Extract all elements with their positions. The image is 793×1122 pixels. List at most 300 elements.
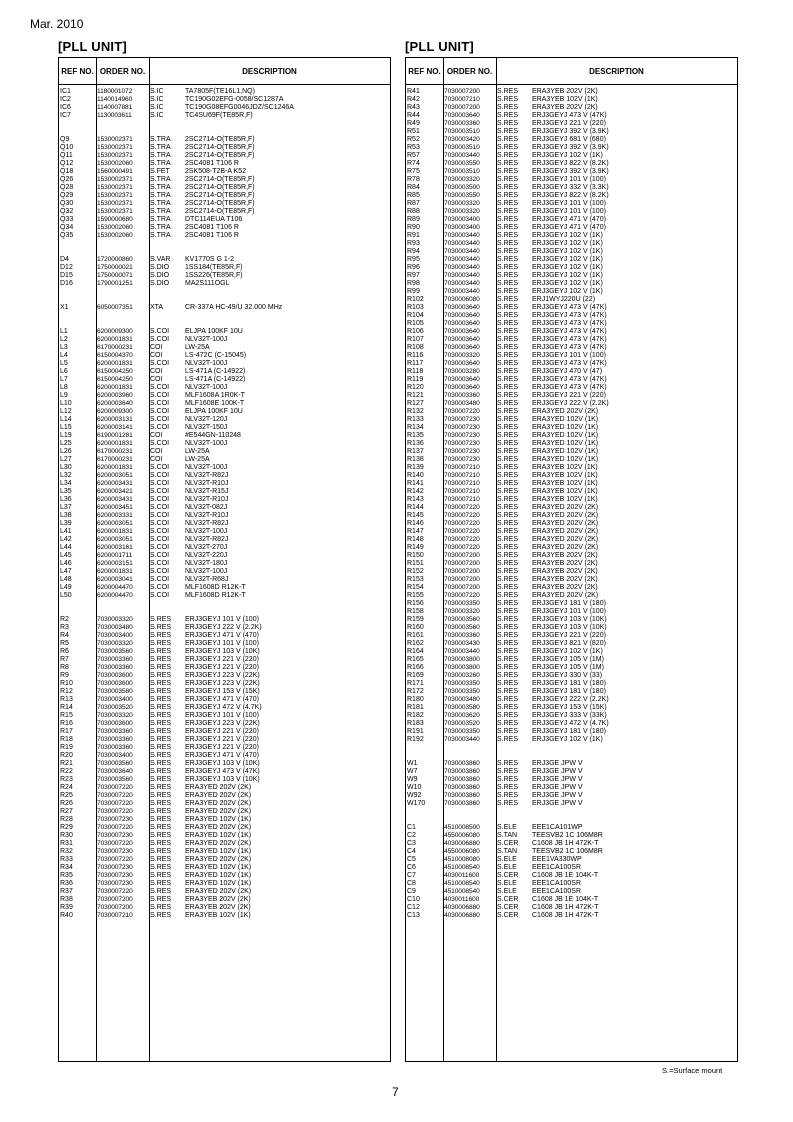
order-no-cell: 7030003430 — [444, 640, 480, 647]
ref-no-cell: R18 — [60, 736, 73, 743]
description-cell: ERJ3GEYJ 473 V (47K) — [532, 376, 607, 383]
order-no-cell: 4030011600 — [444, 872, 480, 879]
order-no-cell: 7030007220 — [97, 808, 133, 815]
description-cell: ERA3YED 202V (2K) — [185, 792, 252, 799]
description-cell: ERJ3GEYJ 101 V (100) — [185, 640, 259, 647]
table-row — [406, 504, 737, 512]
part-type-cell: S.RES — [150, 840, 172, 847]
part-type-cell: S.RES — [497, 760, 519, 767]
ref-no-cell: W92 — [407, 792, 422, 799]
ref-no-cell: R133 — [407, 416, 424, 423]
description-cell: ERA3YED 202V (2K) — [185, 840, 252, 847]
part-type-cell: S.RES — [497, 696, 519, 703]
part-type-cell: S.RES — [497, 104, 519, 111]
ref-no-cell: L12 — [60, 408, 72, 415]
ref-no-cell: R183 — [407, 720, 424, 727]
description-cell: ERA3YED 102V (1K) — [185, 880, 252, 887]
ref-no-cell: R144 — [407, 504, 424, 511]
part-type-cell: S.COI — [150, 360, 170, 367]
order-no-cell: 7030003600 — [97, 680, 133, 687]
table-row — [59, 472, 390, 480]
ref-no-cell: R140 — [407, 472, 424, 479]
order-no-cell: 7030003260 — [444, 672, 480, 679]
order-no-cell: 4510008540 — [444, 888, 480, 895]
description-cell: ERJ3GEYJ 473 V (47K) — [185, 768, 260, 775]
table-row — [406, 224, 737, 232]
table-row — [59, 888, 390, 896]
ref-no-cell: L15 — [60, 424, 72, 431]
ref-no-cell: R25 — [60, 792, 73, 799]
part-type-cell: S.RES — [150, 696, 172, 703]
table-row — [406, 384, 737, 392]
order-no-cell: 7030007230 — [444, 424, 480, 431]
part-type-cell: S.RES — [497, 392, 519, 399]
order-no-cell: 7030003640 — [444, 376, 480, 383]
description-cell: ERJ3GEYJ 392 V (3.9K) — [532, 144, 609, 151]
part-type-cell: S.TRA — [150, 176, 171, 183]
table-row — [406, 368, 737, 376]
ref-no-cell: Q18 — [60, 168, 74, 175]
table-row — [59, 864, 390, 872]
part-type-cell: S.RES — [150, 720, 172, 727]
part-type-cell: S.RES — [497, 488, 519, 495]
ref-no-cell: L26 — [60, 448, 72, 455]
order-no-cell: 7030003560 — [444, 616, 480, 623]
ref-no-cell: R164 — [407, 648, 424, 655]
part-type-cell: S.TRA — [150, 200, 171, 207]
order-no-cell: 7030003320 — [444, 176, 480, 183]
ref-no-cell: L30 — [60, 464, 72, 471]
table-row — [406, 576, 737, 584]
part-type-cell: S.RES — [497, 88, 519, 95]
ref-no-cell: R32 — [60, 848, 73, 855]
ref-no-cell: R95 — [407, 256, 420, 263]
order-no-cell: 1530002060 — [97, 232, 133, 239]
description-cell: EEE1CA100SR — [532, 880, 582, 887]
ref-no-cell: R17 — [60, 728, 73, 735]
order-no-cell: 6200003141 — [97, 424, 133, 431]
ref-no-cell: L4 — [60, 352, 68, 359]
part-type-cell: S.RES — [497, 448, 519, 455]
description-cell: C1608 JB 1H 472K-T — [532, 912, 599, 919]
table-row — [406, 728, 737, 736]
ref-no-cell: R75 — [407, 168, 420, 175]
table-row — [59, 496, 390, 504]
description-cell: LS-471A (C-14922) — [185, 376, 246, 383]
part-type-cell: COI — [150, 376, 163, 383]
order-no-cell: 7030007220 — [97, 800, 133, 807]
description-cell: ERA3YED 202V (2K) — [185, 824, 252, 831]
ref-no-cell: R165 — [407, 656, 424, 663]
description-cell: 1SS226(TE85R,F) — [185, 272, 243, 279]
description-cell: NLV32T-R82J — [185, 472, 229, 479]
ref-no-cell: C9 — [407, 888, 416, 895]
part-type-cell: S.RES — [497, 544, 519, 551]
ref-no-cell: R141 — [407, 480, 424, 487]
order-no-cell: 7030003360 — [97, 736, 133, 743]
ref-no-cell: R78 — [407, 176, 420, 183]
order-no-cell: 6200009300 — [97, 328, 133, 335]
description-cell: ELJPA 100KF 10U — [185, 408, 243, 415]
description-cell: ERA3YEB 102V (1K) — [532, 472, 598, 479]
order-no-cell: 7030003640 — [444, 384, 480, 391]
description-cell: ERJ3GEYJ 102 V (1K) — [532, 248, 603, 255]
ref-no-cell: L44 — [60, 544, 72, 551]
table-row — [59, 560, 390, 568]
part-type-cell: S.RES — [150, 784, 172, 791]
ref-no-cell: R121 — [407, 392, 424, 399]
description-cell: ERJ3GEYJ 221 V (220) — [185, 656, 259, 663]
order-no-cell: 7030003440 — [444, 248, 480, 255]
description-cell: ERJ3GEYJ 473 V (47K) — [532, 112, 607, 119]
table-row — [406, 704, 737, 712]
part-type-cell: S.RES — [150, 752, 172, 759]
part-type-cell: S.RES — [497, 360, 519, 367]
table-row — [406, 184, 737, 192]
header-order-no: ORDER NO. — [446, 66, 493, 76]
part-type-cell: S.RES — [150, 896, 172, 903]
description-cell: ERA3YEB 202V (2K) — [532, 576, 598, 583]
description-cell: NLV32T-120J — [185, 416, 228, 423]
order-no-cell: 1530002060 — [97, 224, 133, 231]
table-row — [59, 848, 390, 856]
table-row — [59, 416, 390, 424]
description-cell: 2SC4081 T106 R — [185, 232, 239, 239]
table-row — [406, 200, 737, 208]
table-row — [406, 352, 737, 360]
ref-no-cell: L46 — [60, 560, 72, 567]
order-no-cell: 7030007220 — [444, 520, 480, 527]
ref-no-cell: L35 — [60, 488, 72, 495]
description-cell: ERJ3GEYJ 473 V (47K) — [532, 344, 607, 351]
part-type-cell: S.RES — [150, 776, 172, 783]
ref-no-cell: R159 — [407, 616, 424, 623]
table-row — [406, 144, 737, 152]
table-row — [59, 712, 390, 720]
order-no-cell: 7030007200 — [444, 552, 480, 559]
ref-no-cell: R27 — [60, 808, 73, 815]
ref-no-cell: R41 — [407, 88, 420, 95]
ref-no-cell: R181 — [407, 704, 424, 711]
table-row — [59, 440, 390, 448]
table-row — [406, 104, 737, 112]
ref-no-cell: R107 — [407, 336, 424, 343]
table-row — [59, 672, 390, 680]
part-type-cell: S.COI — [150, 480, 170, 487]
description-cell: ERJ3GEYJ 473 V (47K) — [532, 304, 607, 311]
ref-no-cell: R30 — [60, 832, 73, 839]
description-cell: 2SC2714-O(TE85R,F) — [185, 200, 255, 207]
part-type-cell: S.RES — [497, 120, 519, 127]
description-cell: ERA3YED 202V (2K) — [532, 544, 599, 551]
part-type-cell: S.RES — [497, 208, 519, 215]
part-type-cell: S.RES — [497, 216, 519, 223]
ref-no-cell: R116 — [407, 352, 424, 359]
part-type-cell: S.RES — [497, 432, 519, 439]
table-row — [406, 288, 737, 296]
description-cell: ERJ3GEYJ 470 V (47) — [532, 368, 603, 375]
description-cell: ERJ3GEYJ 221 V (220) — [185, 736, 259, 743]
ref-no-cell: X1 — [60, 304, 69, 311]
table-row — [59, 152, 390, 160]
table-row — [59, 160, 390, 168]
ref-no-cell: L14 — [60, 416, 72, 423]
part-type-cell: S.COI — [150, 488, 170, 495]
order-no-cell: 7030003360 — [444, 392, 480, 399]
table-row — [59, 736, 390, 744]
part-type-cell: S.RES — [497, 784, 519, 791]
table-row — [406, 440, 737, 448]
description-cell: NLV32T-100J — [185, 568, 228, 575]
table-row — [59, 456, 390, 464]
part-type-cell: S.RES — [497, 536, 519, 543]
description-cell: ERA3YED 202V (2K) — [532, 592, 599, 599]
ref-no-cell: R5 — [60, 640, 69, 647]
table-row — [59, 896, 390, 904]
description-cell: ERA3YED 102V (1K) — [532, 440, 599, 447]
table-row — [406, 624, 737, 632]
part-type-cell: S.RES — [497, 264, 519, 271]
part-type-cell: S.RES — [497, 480, 519, 487]
order-no-cell: 7030003420 — [444, 136, 480, 143]
description-cell: ERJ3GEYJ 102 V (1K) — [532, 240, 603, 247]
description-cell: NLV32T-220J — [185, 552, 228, 559]
order-no-cell: 4510008080 — [444, 856, 480, 863]
description-cell: 2SC2714-O(TE85R,F) — [185, 208, 255, 215]
table-row — [406, 640, 737, 648]
order-no-cell: 7030003320 — [444, 200, 480, 207]
table-row — [406, 136, 737, 144]
ref-no-cell: R108 — [407, 344, 424, 351]
description-cell: ERA3YEB 202V (2K) — [532, 552, 598, 559]
table-row — [59, 136, 390, 144]
ref-no-cell: D15 — [60, 272, 73, 279]
description-cell: ERJ3GEYJ 222 V (2.2K) — [185, 624, 262, 631]
part-type-cell: S.COI — [150, 512, 170, 519]
description-cell: NLV32T-R82J — [185, 536, 229, 543]
order-no-cell: 6200001831 — [97, 384, 133, 391]
table-row — [406, 240, 737, 248]
ref-no-cell: R19 — [60, 744, 73, 751]
table-row — [59, 88, 390, 96]
order-no-cell: 6200003331 — [97, 512, 133, 519]
order-no-cell: 6190001281 — [97, 432, 133, 439]
table-row — [406, 568, 737, 576]
table-row — [406, 448, 737, 456]
ref-no-cell: Q34 — [60, 224, 74, 231]
table-row — [59, 552, 390, 560]
table-row — [406, 520, 737, 528]
ref-no-cell: R166 — [407, 664, 424, 671]
part-type-cell: S.RES — [150, 616, 172, 623]
order-no-cell: 7030007230 — [97, 832, 133, 839]
description-cell: MA2S111OGL — [185, 280, 230, 287]
description-cell: ERJ3GEYJ 471 V (470) — [185, 696, 259, 703]
ref-no-cell: W170 — [407, 800, 426, 807]
table-row — [406, 648, 737, 656]
table-row — [59, 520, 390, 528]
ref-no-cell: R35 — [60, 872, 73, 879]
description-cell: ERA3YED 102V (1K) — [185, 872, 252, 879]
ref-no-cell: R40 — [60, 912, 73, 919]
part-type-cell: S.TRA — [150, 144, 171, 151]
ref-no-cell: R97 — [407, 272, 420, 279]
description-cell: ERJ3GEYJ 101 V (100) — [185, 616, 259, 623]
ref-no-cell: R105 — [407, 320, 424, 327]
ref-no-cell: L8 — [60, 384, 68, 391]
order-no-cell: 7030003560 — [444, 624, 480, 631]
part-type-cell: S.COI — [150, 592, 170, 599]
ref-no-cell: R191 — [407, 728, 424, 735]
ref-no-cell: R149 — [407, 544, 424, 551]
order-no-cell: 1130003611 — [97, 112, 132, 119]
description-cell: ERJ3GEYJ 102 V (1K) — [532, 264, 603, 271]
table-row — [59, 680, 390, 688]
description-cell: CR-337A HC-49/U 32.000 MHz — [185, 304, 283, 311]
part-type-cell: S.RES — [150, 624, 172, 631]
description-cell: ERJ3GEYJ 103 V (10K) — [532, 616, 607, 623]
description-cell: ERJ3GEYJ 181 V (180) — [532, 680, 606, 687]
surface-mount-footnote: S.=Surface mount — [662, 1066, 723, 1075]
table-row — [406, 896, 737, 904]
table-row — [59, 784, 390, 792]
table-row — [406, 632, 737, 640]
order-no-cell: 6200003161 — [97, 544, 133, 551]
description-cell: MLF1608D R12K-T — [185, 592, 246, 599]
order-no-cell: 7030003510 — [444, 144, 480, 151]
ref-no-cell: R28 — [60, 816, 73, 823]
part-type-cell: S.RES — [150, 864, 172, 871]
ref-no-cell: R142 — [407, 488, 424, 495]
ref-no-cell: R93 — [407, 240, 420, 247]
order-no-cell: 7030003560 — [97, 760, 133, 767]
table-row — [59, 424, 390, 432]
order-no-cell: 7030003860 — [444, 784, 480, 791]
table-row — [59, 704, 390, 712]
part-type-cell: S.TRA — [150, 136, 171, 143]
order-no-cell: 4030006880 — [444, 912, 480, 919]
order-no-cell: 7030003360 — [97, 664, 133, 671]
table-row — [406, 552, 737, 560]
part-type-cell: S.VAR — [150, 256, 171, 263]
ref-no-cell: R172 — [407, 688, 424, 695]
description-cell: ERJ3GEYJ 103 V (10K) — [185, 776, 260, 783]
ref-no-cell: W7 — [407, 768, 418, 775]
right-unit-title: [PLL UNIT] — [405, 39, 474, 54]
order-no-cell: 1560000491 — [97, 168, 133, 175]
description-cell: EEE1CA100SR — [532, 864, 582, 871]
order-no-cell: 7030007220 — [97, 840, 133, 847]
order-no-cell: 7030003320 — [97, 640, 133, 647]
table-row — [59, 648, 390, 656]
part-type-cell: S.RES — [497, 560, 519, 567]
ref-no-cell: Q28 — [60, 184, 74, 191]
part-type-cell: S.RES — [497, 568, 519, 575]
part-type-cell: COI — [150, 344, 163, 351]
description-cell: C1608 JB 1E 104K-T — [532, 896, 599, 903]
table-row — [406, 840, 737, 848]
ref-no-cell: D12 — [60, 264, 73, 271]
ref-no-cell: R161 — [407, 632, 424, 639]
part-type-cell: S.RES — [497, 184, 519, 191]
description-cell: ERJ3GEYJ 681 V (680) — [532, 136, 606, 143]
description-cell: ERJ3GEYJ 102 V (1K) — [532, 152, 603, 159]
ref-no-cell: R171 — [407, 680, 424, 687]
table-row — [59, 840, 390, 848]
order-no-cell: 7030003280 — [444, 368, 480, 375]
part-type-cell: S.ELE — [497, 888, 517, 895]
part-type-cell: S.COI — [150, 528, 170, 535]
ref-no-cell: L2 — [60, 336, 68, 343]
order-no-cell: 1530002371 — [97, 176, 133, 183]
description-cell: MLF1608D R12K-T — [185, 584, 246, 591]
description-cell: ERJ3GEYJ 102 V (1K) — [532, 232, 603, 239]
table-row — [406, 160, 737, 168]
ref-no-cell: L1 — [60, 328, 68, 335]
table-row — [406, 736, 737, 744]
table-row — [406, 496, 737, 504]
table-row — [59, 744, 390, 752]
description-cell: ERJ3GEYJ 471 V (470) — [532, 216, 606, 223]
order-no-cell: 7030003440 — [444, 240, 480, 247]
description-cell: NLV32T-100J — [185, 360, 228, 367]
order-no-cell: 7030003440 — [444, 232, 480, 239]
order-no-cell: 7030007200 — [444, 88, 480, 95]
part-type-cell: S.RES — [497, 520, 519, 527]
description-cell: ERA3YED 102V (1K) — [532, 424, 599, 431]
part-type-cell: S.CER — [497, 840, 519, 847]
document-date: Mar. 2010 — [30, 17, 84, 31]
ref-no-cell: R153 — [407, 576, 424, 583]
part-type-cell: COI — [150, 448, 163, 455]
order-no-cell: 4510008500 — [444, 824, 480, 831]
description-cell: 2SC4081 T106 R — [185, 160, 239, 167]
order-no-cell: 7030003360 — [444, 632, 480, 639]
description-cell: ERJ3GEYJ 471 V (470) — [532, 224, 606, 231]
order-no-cell: 7030007230 — [444, 416, 480, 423]
part-type-cell: S.CER — [497, 872, 519, 879]
table-row — [59, 592, 390, 600]
ref-no-cell: R150 — [407, 552, 424, 559]
ref-no-cell: R10 — [60, 680, 73, 687]
order-no-cell: 1530002371 — [97, 200, 133, 207]
part-type-cell: S.RES — [497, 176, 519, 183]
part-type-cell: S.COI — [150, 544, 170, 551]
table-row — [59, 800, 390, 808]
table-row — [59, 184, 390, 192]
table-row — [59, 832, 390, 840]
order-no-cell: 7030003640 — [444, 320, 480, 327]
order-no-cell: 1530002371 — [97, 208, 133, 215]
table-row — [406, 848, 737, 856]
part-type-cell: S.RES — [150, 744, 172, 751]
description-cell: TEESVB2 1C 106M8R — [532, 832, 603, 839]
description-cell: 2SC2714-O(TE85R,F) — [185, 144, 255, 151]
ref-no-cell: IC1 — [60, 88, 71, 95]
part-type-cell: S.RES — [497, 304, 519, 311]
ref-no-cell: R85 — [407, 192, 420, 199]
description-cell: NLV32T-R10J — [185, 496, 229, 503]
part-type-cell: S.RES — [150, 904, 172, 911]
order-no-cell: 7030007220 — [444, 408, 480, 415]
order-no-cell: 7030007210 — [444, 464, 480, 471]
table-row — [59, 208, 390, 216]
ref-no-cell: R39 — [60, 904, 73, 911]
order-no-cell: 6150004250 — [97, 368, 133, 375]
part-type-cell: S.RES — [150, 680, 172, 687]
table-row — [59, 808, 390, 816]
ref-no-cell: L42 — [60, 536, 72, 543]
